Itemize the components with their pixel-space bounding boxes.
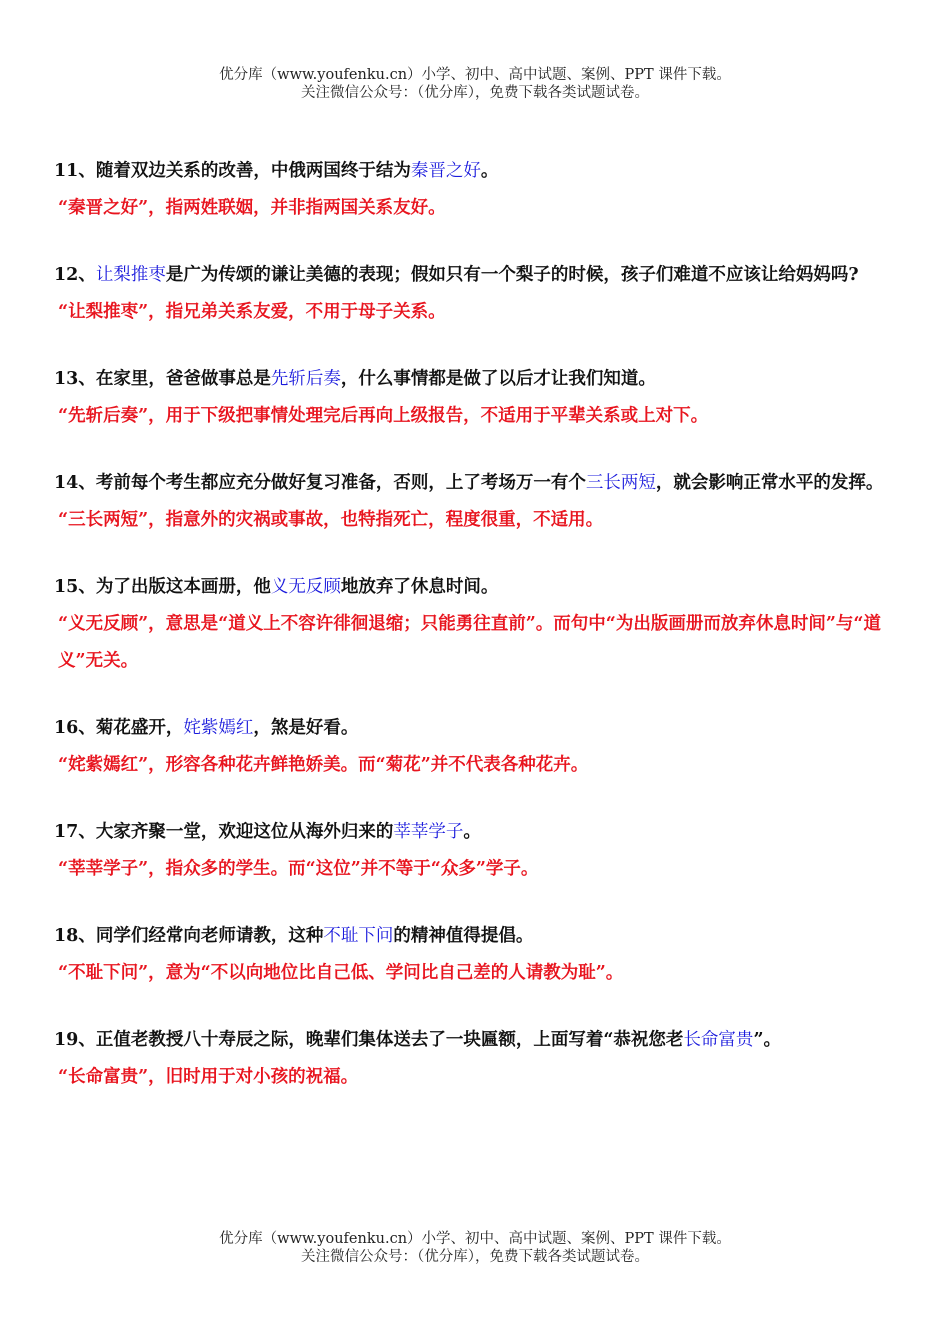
answer-explanation: “秦晋之好”，指两姓联姻，并非指两国关系友好。 [58,198,446,218]
question-item [54,918,898,992]
question-number: 12、 [54,265,96,285]
question-number: 16、 [54,718,96,738]
idiom-highlight: 长命富贵 [683,1030,754,1050]
idiom-highlight: 秦晋之好 [410,161,481,181]
question-number: 14、 [54,473,96,493]
question-list [54,153,898,1126]
idiom-highlight: 先斩后奏 [270,369,341,389]
question-item [54,710,898,784]
header-line-2: 关注微信公众号：（优分库），免费下载各类试题试卷。 [301,85,649,101]
answer-explanation: “三长两短”，指意外的灾祸或事故，也特指死亡，程度很重，不适用。 [58,510,604,530]
question-text: 19、正值老教授八十寿辰之际，晚辈们集体送去了一块匾额，上面写着“恭祝您老长命富贵”。 [54,1030,782,1050]
question-item [54,814,898,888]
question-item [54,569,898,680]
answer-explanation: “义无反顾”，意思是“道义上不容许徘徊退缩；只能勇往直前”。而句中“为出版画册而放弃休息时间”与“道义”无关。 [58,614,881,671]
idiom-highlight: 让梨推枣 [95,265,166,285]
answer-explanation: “姹紫嫣红”，形容各种花卉鲜艳娇美。而“菊花”并不代表各种花卉。 [58,755,589,775]
question-text: 18、同学们经常向老师请教，这种不耻下问的精神值得提倡。 [54,926,534,946]
idiom-highlight: 姹紫嫣红 [183,718,254,738]
answer-explanation: “先斩后奏”，用于下级把事情处理完后再向上级报告，不适用于平辈关系或上对下。 [58,406,709,426]
question-item [54,153,898,227]
idiom-highlight: 莘莘学子 [393,822,464,842]
page-footer [0,1230,950,1266]
answer-explanation: “不耻下问”，意为“不以向地位比自己低、学问比自己差的人请教为耻”。 [58,963,624,983]
answer-explanation: “让梨推枣”，指兄弟关系友爱，不用于母子关系。 [58,302,446,322]
question-text: 12、让梨推枣是广为传颂的谦让美德的表现；假如只有一个梨子的时候，孩子们难道不应该让给妈妈吗? [54,265,859,285]
question-number: 18、 [54,926,96,946]
answer-explanation: “莘莘学子”，指众多的学生。而“这位”并不等于“众多”学子。 [58,859,539,879]
question-text: 16、菊花盛开，姹紫嫣红，煞是好看。 [54,718,359,738]
question-item [54,465,898,539]
question-text: 13、在家里，爸爸做事总是先斩后奏，什么事情都是做了以后才让我们知道。 [54,369,656,389]
question-number: 13、 [54,369,96,389]
question-item [54,361,898,435]
question-number: 15、 [54,577,96,597]
idiom-highlight: 不耻下问 [323,926,394,946]
question-text: 11、随着双边关系的改善，中俄两国终于结为秦晋之好。 [54,161,499,181]
idiom-highlight: 三长两短 [585,473,656,493]
header-line-1: 优分库（www.youfenku.cn）小学、初中、高中试题、案例、PPT 课件下载。 [219,67,731,83]
footer-line-1: 优分库（www.youfenku.cn）小学、初中、高中试题、案例、PPT 课件下载。 [219,1231,731,1247]
question-text: 17、大家齐聚一堂，欢迎这位从海外归来的莘莘学子。 [54,822,481,842]
question-item [54,1022,898,1096]
answer-explanation: “长命富贵”，旧时用于对小孩的祝福。 [58,1067,359,1087]
question-number: 19、 [54,1030,96,1050]
question-number: 11、 [54,161,96,181]
page-header [0,66,950,102]
question-text: 14、考前每个考生都应充分做好复习准备，否则，上了考场万一有个三长两短，就会影响正常水平的发挥。 [54,473,884,493]
question-item [54,257,898,331]
question-text: 15、为了出版这本画册，他义无反顾地放弃了休息时间。 [54,577,499,597]
idiom-highlight: 义无反顾 [270,577,341,597]
footer-line-2: 关注微信公众号：（优分库），免费下载各类试题试卷。 [301,1249,649,1265]
question-number: 17、 [54,822,96,842]
